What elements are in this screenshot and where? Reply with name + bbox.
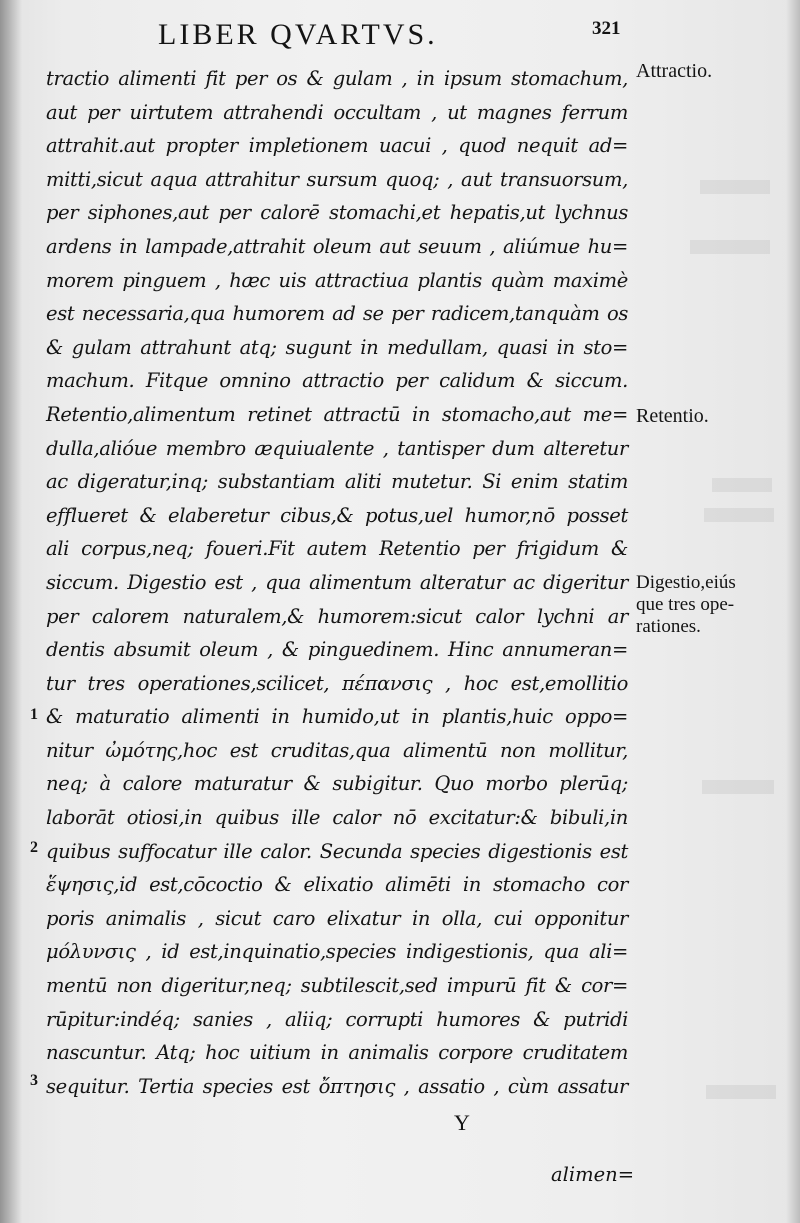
- text-line: machum. Fitque omnino attractio per calidum & siccum.: [46, 369, 628, 393]
- text-line: ardens in lampade,attrahit oleum aut seuum , aliúmue hu=: [46, 234, 628, 258]
- show-through-mark: [702, 780, 774, 794]
- text-line: laborāt otiosi,in quibus ille calor nō excitatur:& bibuli,in: [46, 806, 628, 830]
- text-line: siccum. Digestio est , qua alimentum alteratur ac digeritur: [46, 570, 628, 594]
- marginal-note-line: que tres ope-: [636, 594, 735, 615]
- marginal-note-line: Digestio,eiús: [636, 572, 736, 593]
- text-line: neq; à calore maturatur & subigitur. Quo morbo plerūq;: [46, 772, 628, 796]
- line-number-marker: 1: [30, 706, 38, 723]
- line-number-marker: 3: [30, 1072, 38, 1089]
- text-line: mentū non digeritur,neq; subtilescit,sed impurū fit & cor=: [46, 974, 628, 998]
- show-through-mark: [706, 1085, 776, 1099]
- catchword: alimen=: [551, 1163, 635, 1186]
- text-line: per calorem naturalem,& humorem:sicut calor lychni ar: [46, 604, 628, 628]
- text-line: tractio alimenti fit per os & gulam , in ipsum stomachum,: [46, 67, 628, 90]
- text-line: dentis absumit oleum , & pinguedinem. Hinc annumeran=: [46, 638, 628, 662]
- running-head: LIBER QVARTVS.: [158, 18, 438, 51]
- gutter-shadow: [0, 0, 22, 1223]
- text-line: & gulam attrahunt atq; sugunt in medullam, quasi in sto=: [46, 335, 628, 359]
- text-line: & maturatio alimenti in humido,ut in plantis,huic oppo=: [46, 705, 628, 729]
- marginal-note-retentio: Retentio.: [636, 405, 709, 427]
- marginal-note-attractio: Attractio.: [636, 60, 713, 82]
- show-through-mark: [712, 478, 772, 492]
- text-line: dulla,alióue membro æquiualente , tantisper dum alteretur: [46, 436, 628, 460]
- text-line: ἕψησις,id est,cōcoctio & elixatio alimēti in stomacho cor: [46, 873, 628, 897]
- text-line: ac digeratur,inq; substantiam aliti mutetur. Si enim statim: [46, 470, 628, 494]
- text-line: ali corpus,neq; foueri.Fit autem Retentio per frigidum &: [46, 537, 628, 561]
- main-text-block: [46, 62, 628, 1103]
- text-line: nascuntur. Atq; hoc uitium in animalis corpore cruditatem: [46, 1041, 628, 1065]
- text-line: mitti,sicut aqua attrahitur sursum quoq; , aut transuorsum,: [46, 167, 628, 191]
- marginal-note-line: rationes.: [636, 616, 701, 637]
- text-line: morem pinguem , hæc uis attractiua plantis quàm maximè: [46, 268, 628, 292]
- text-line: est necessaria,qua humorem ad se per radicem,tanquàm os: [46, 302, 628, 326]
- page-edge-shadow: [786, 0, 800, 1223]
- text-line: tur tres operationes,scilicet, πέπανσις , hoc est,emollitio: [46, 671, 628, 695]
- text-line: nitur ὠμότης,hoc est cruditas,qua alimentū non mollitur,: [46, 738, 628, 762]
- text-line: attrahit.aut propter impletionem uacui , quod nequit ad=: [46, 134, 628, 158]
- marginal-note-digestio: [636, 572, 736, 638]
- text-line: Retentio,alimentum retinet attractū in stomacho,aut me=: [46, 402, 628, 426]
- text-line: μόλυνσις , id est,inquinatio,species indigestionis, qua ali=: [46, 940, 628, 964]
- text-line: quibus suffocatur ille calor. Secunda species digestionis est: [46, 839, 628, 863]
- signature-mark: Y: [454, 1110, 470, 1135]
- show-through-mark: [700, 180, 770, 194]
- text-line: sequitur. Tertia species est ὄπτησις , assatio , cùm assatur: [46, 1074, 628, 1098]
- text-line: efflueret & elaberetur cibus,& potus,uel humor,nō posset: [46, 503, 628, 527]
- text-line: rūpitur:indéq; sanies , aliiq; corrupti humores & putridi: [46, 1007, 628, 1031]
- show-through-mark: [704, 508, 774, 522]
- page-number: 321: [592, 18, 621, 39]
- text-line: aut per uirtutem attrahendi occultam , ut magnes ferrum: [46, 100, 628, 124]
- line-number-marker: 2: [30, 839, 38, 856]
- text-line: per siphones,aut per calorē stomachi,et hepatis,ut lychnus: [46, 201, 628, 225]
- show-through-mark: [690, 240, 770, 254]
- text-line: poris animalis , sicut caro elixatur in olla, cui opponitur: [46, 906, 628, 930]
